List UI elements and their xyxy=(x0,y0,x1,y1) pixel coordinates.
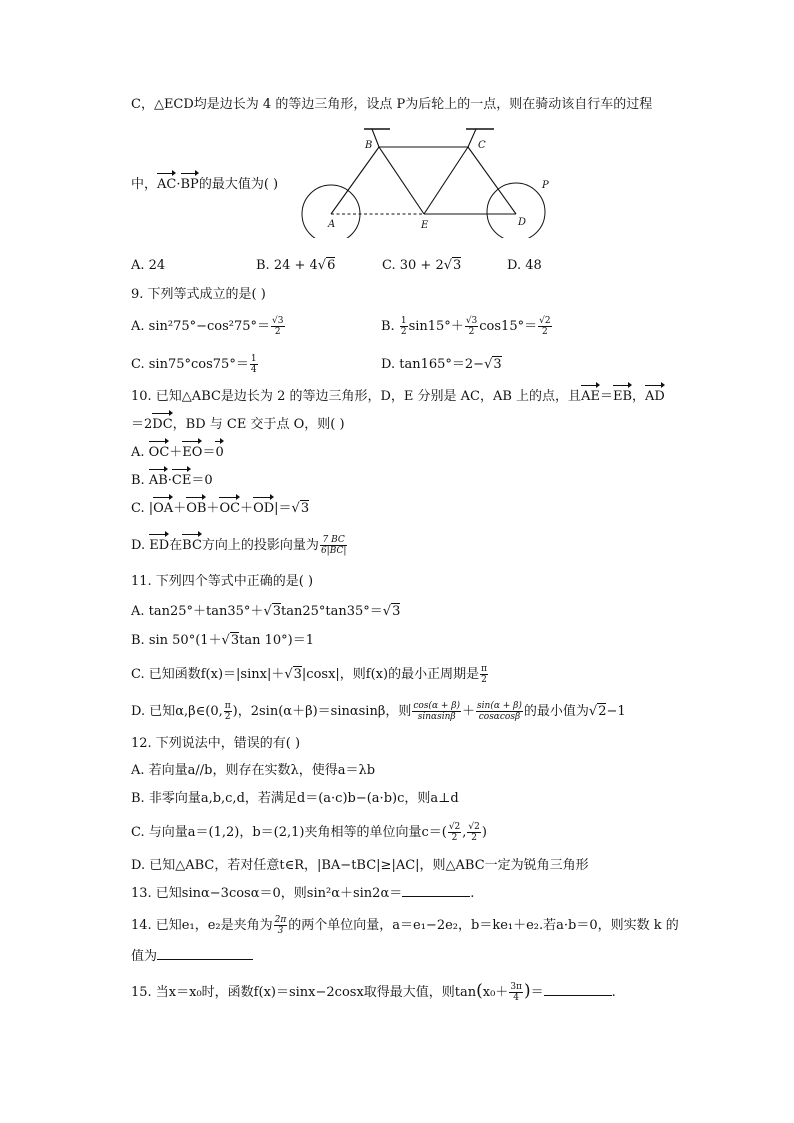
q8-option-D: D. 48 xyxy=(507,258,542,273)
answer-blank[interactable] xyxy=(157,959,253,960)
q9-option-B: B. $\frac{1}{2}$ sin15°＋ $\frac{√3}{2}$ cos15°＝ $\frac{√2}{2}$ xyxy=(381,316,551,337)
front-wheel xyxy=(487,183,545,238)
q10-option-A: A. OC＋EO＝0 xyxy=(131,445,224,460)
q11-option-B: B. sin 50°(1＋√3tan 10°)＝1 xyxy=(131,633,314,648)
q9-option-D: D. tan165°＝2−√3 xyxy=(381,357,502,372)
q10-stem-line1: 10. 已知△ABC是边长为 2 的等边三角形，D，E 分别是 AC，AB 上的点，且AE＝EB，AD xyxy=(131,389,665,404)
rear-wheel xyxy=(302,185,360,238)
label-P: P xyxy=(542,180,549,191)
q11-option-C: C. 已知函数f(x)＝|sinx|＋√3|cosx|，则f(x)的最小正周期是 $\frac{\pi}{2}$ xyxy=(131,664,487,685)
q12-option-C: C. 与向量a＝(1,2)，b＝(2,1)夹角相等的单位向量c＝( $\frac{√2}{2}$ , $\frac{√2}{2}$ ) xyxy=(131,822,487,843)
q8-option-C: C. 30 + 2√3 xyxy=(382,258,462,273)
q10-option-B: B. AB·CE＝0 xyxy=(131,473,213,488)
label-A: A xyxy=(328,219,336,230)
q8-stem-line1: C，△ECD均是边长为 4 的等边三角形，设点 P为后轮上的一点，则在骑动该自行车的过程 xyxy=(131,97,653,112)
q12-option-D: D. 已知△ABC，若对任意t∈R，|BA−tBC|≥|AC|，则△ABC一定为锐角三角形 xyxy=(131,858,589,873)
q11-stem: 11. 下列四个等式中正确的是( ) xyxy=(131,574,314,589)
answer-blank[interactable] xyxy=(544,995,612,996)
q8-stem-line2: 中，AC·BP的最大值为( ) xyxy=(131,177,279,192)
label-C: C xyxy=(478,140,486,151)
q9-option-C: C. sin75°cos75°＝ $\frac{1}{4}$ xyxy=(131,354,257,375)
q12-stem: 12. 下列说法中，错误的有( ) xyxy=(131,736,301,751)
q10-option-D: D. ED在BC方向上的投影向量为 $\frac{7 BC}{6|BC|}$ xyxy=(131,535,347,556)
q8-option-B: B. 24 + 4√6 xyxy=(256,258,336,273)
answer-blank[interactable] xyxy=(402,896,470,897)
q10-option-C: C. |OA＋OB＋OC＋OD|＝√3 xyxy=(131,501,310,516)
q10-stem-line2: ＝2DC，BD 与 CE 交于点 O，则( ) xyxy=(131,417,345,432)
q14-line2: 值为 xyxy=(131,948,253,966)
label-B: B xyxy=(365,140,373,151)
label-E: E xyxy=(421,220,429,231)
bicycle-figure xyxy=(298,126,558,238)
q8-option-A: A. 24 xyxy=(131,258,166,273)
label-D: D xyxy=(518,217,527,228)
q13: 13. 已知sinα−3cosα＝0，则sin²α＋sin2α＝ . xyxy=(131,886,475,901)
q11-option-D: D. 已知α,β∈(0, $\frac{\pi}{2}$ )，2sin(α＋β)＝sinαsinβ，则 $\frac{\cos(\alpha + \beta)}{\sin\alpha\sin\beta}$ ＋ $\frac{\sin(\alpha + \beta)}{\cos\alpha\cos\beta}$ 的最小值为√2−1 xyxy=(131,701,626,722)
q15: 15. 当x＝x₀时，函数f(x)＝sinx−2cosx取得最大值，则tan(x₀＋ $\frac{3\pi}{4}$ )＝ . xyxy=(131,981,616,1003)
q9-stem: 9. 下列等式成立的是( ) xyxy=(131,287,266,302)
q9-option-A: A. sin²75°−cos²75°＝ $\frac{√3}{2}$ xyxy=(131,316,284,337)
q12-option-B: B. 非零向量a,b,c,d，若满足d＝(a·c)b−(a·b)c，则a⊥d xyxy=(131,791,459,806)
q12-option-A: A. 若向量a//b，则存在实数λ，使得a＝λb xyxy=(131,763,376,778)
q11-option-A: A. tan25°＋tan35°＋√3tan25°tan35°＝√3 xyxy=(131,604,401,619)
q14-line1: 14. 已知e₁，e₂是夹角为 $\frac{2\pi}{3}$ 的两个单位向量，a＝e₁−2e₂，b＝ke₁＋e₂.若a·b＝0，则实数 k 的 xyxy=(131,915,679,936)
